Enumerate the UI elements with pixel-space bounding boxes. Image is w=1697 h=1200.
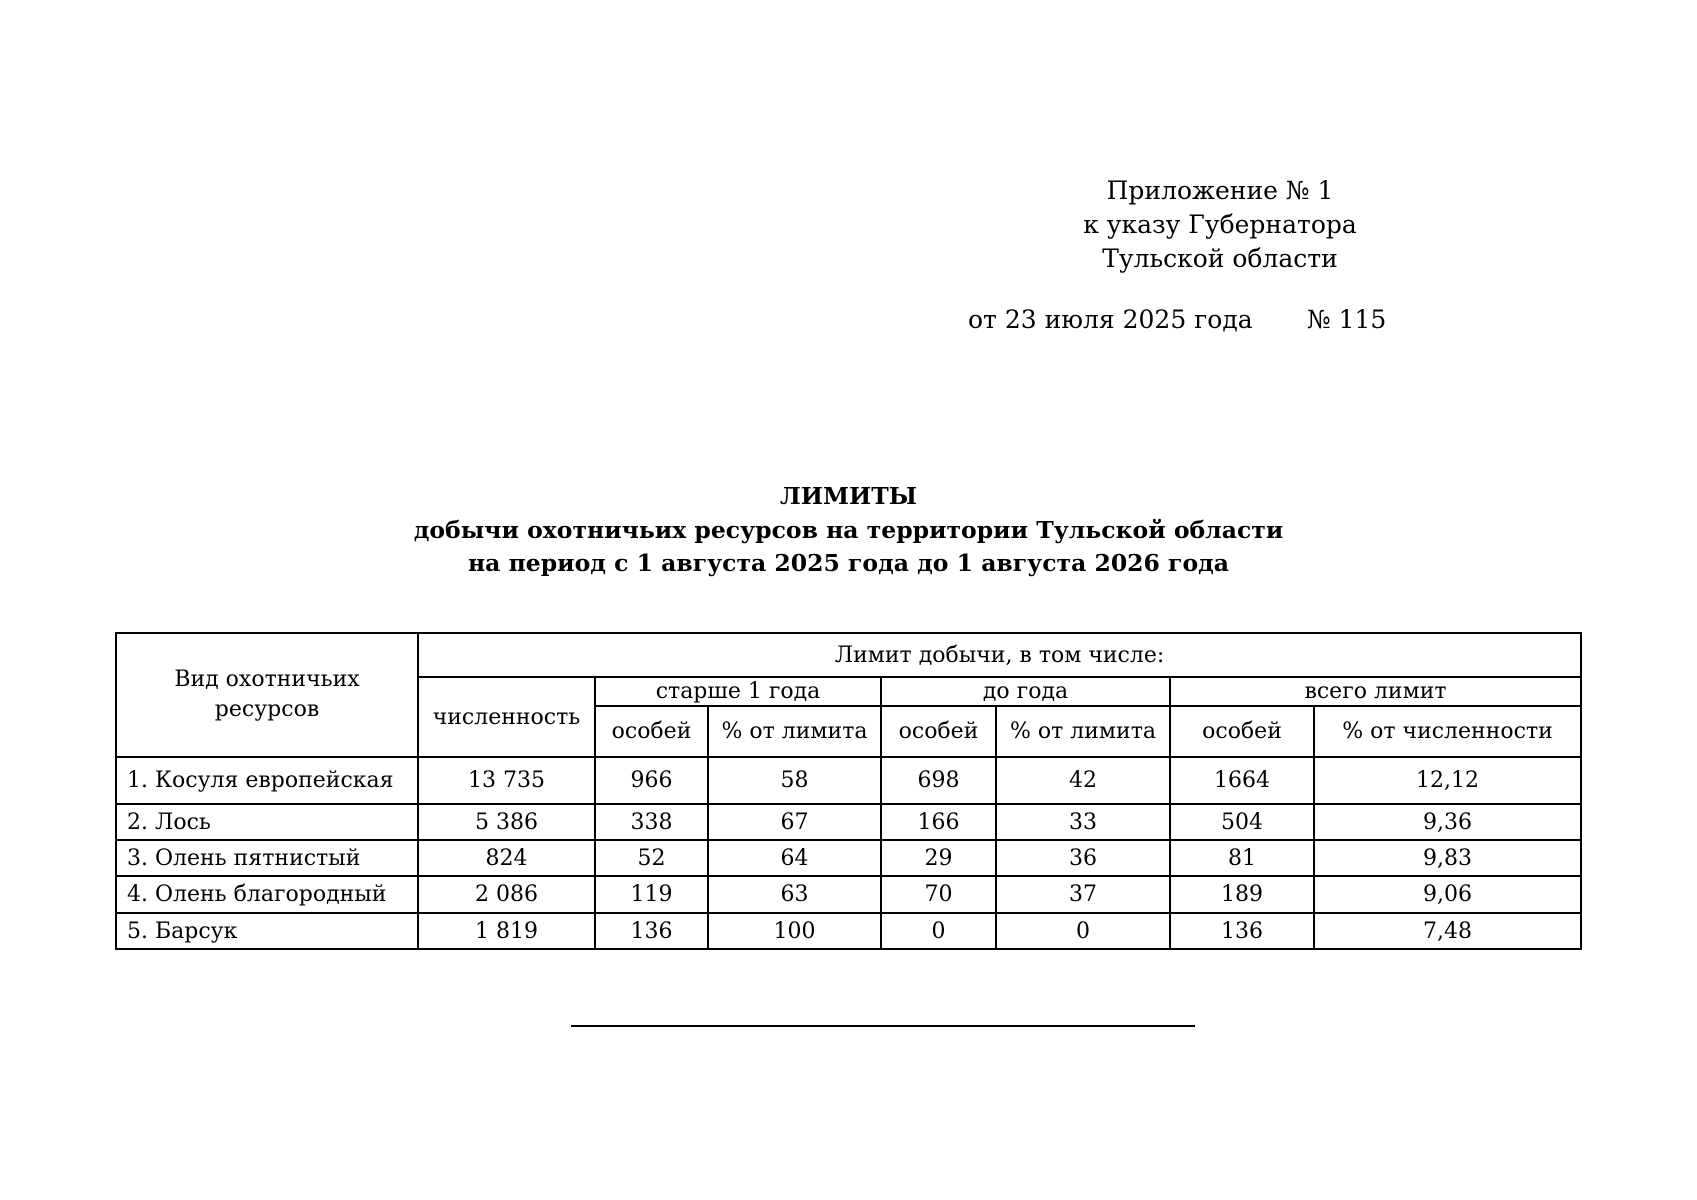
header-total-individuals: особей	[1170, 706, 1314, 757]
cell-population: 2 086	[418, 876, 595, 913]
cell-species: 4. Олень благородный	[116, 876, 418, 913]
table-row	[116, 913, 1581, 949]
cell-total-pct: 12,12	[1314, 757, 1581, 804]
table-row	[116, 757, 1581, 804]
cell-under-pct: 33	[996, 804, 1170, 840]
title-line-2: добычи охотничьих ресурсов на территории Тульской области	[413, 515, 1284, 544]
cell-over-individuals: 136	[595, 913, 708, 949]
cell-population: 824	[418, 840, 595, 876]
document-title	[0, 480, 1697, 581]
cell-under-individuals: 29	[881, 840, 996, 876]
cell-total-individuals: 189	[1170, 876, 1314, 913]
cell-total-pct: 7,48	[1314, 913, 1581, 949]
header-species: Вид охотничьих ресурсов	[116, 633, 418, 757]
cell-over-pct: 63	[708, 876, 881, 913]
cell-total-pct: 9,83	[1314, 840, 1581, 876]
header-under-pct: % от лимита	[996, 706, 1170, 757]
cell-species: 1. Косуля европейская	[116, 757, 418, 804]
cell-under-individuals: 0	[881, 913, 996, 949]
limits-table	[115, 632, 1582, 950]
cell-total-individuals: 81	[1170, 840, 1314, 876]
header-total-limit: всего лимит	[1170, 677, 1581, 706]
header-under-individuals: особей	[881, 706, 996, 757]
header-over-one-year: старше 1 года	[595, 677, 881, 706]
cell-total-individuals: 1664	[1170, 757, 1314, 804]
cell-over-individuals: 966	[595, 757, 708, 804]
cell-total-individuals: 504	[1170, 804, 1314, 840]
cell-over-individuals: 338	[595, 804, 708, 840]
header-population: численность	[418, 677, 595, 757]
title-line-3: на период с 1 августа 2025 года до 1 августа 2026 года	[467, 549, 1230, 577]
table-row	[116, 804, 1581, 840]
cell-under-individuals: 166	[881, 804, 996, 840]
cell-population: 5 386	[418, 804, 595, 840]
cell-under-pct: 36	[996, 840, 1170, 876]
table-row	[116, 876, 1581, 913]
table-row	[116, 840, 1581, 876]
cell-over-pct: 67	[708, 804, 881, 840]
cell-total-individuals: 136	[1170, 913, 1314, 949]
appendix-header	[1080, 174, 1360, 276]
cell-population: 13 735	[418, 757, 595, 804]
cell-species: 5. Барсук	[116, 913, 418, 949]
cell-over-individuals: 52	[595, 840, 708, 876]
cell-over-individuals: 119	[595, 876, 708, 913]
cell-over-pct: 64	[708, 840, 881, 876]
cell-over-pct: 58	[708, 757, 881, 804]
cell-under-individuals: 70	[881, 876, 996, 913]
appendix-line-3: Тульской области	[1102, 244, 1338, 273]
header-row-1	[116, 633, 1581, 677]
cell-under-individuals: 698	[881, 757, 996, 804]
header-over-individuals: особей	[595, 706, 708, 757]
cell-under-pct: 37	[996, 876, 1170, 913]
header-under-one-year: до года	[881, 677, 1170, 706]
cell-under-pct: 0	[996, 913, 1170, 949]
decree-date: от 23 июля 2025 года	[968, 305, 1253, 334]
appendix-line-1: Приложение № 1	[1106, 176, 1334, 205]
cell-population: 1 819	[418, 913, 595, 949]
decree-number: № 115	[1307, 305, 1387, 334]
cell-total-pct: 9,36	[1314, 804, 1581, 840]
header-total-pct: % от численности	[1314, 706, 1581, 757]
cell-total-pct: 9,06	[1314, 876, 1581, 913]
header-limit-group: Лимит добычи, в том числе:	[418, 633, 1581, 677]
cell-species: 2. Лось	[116, 804, 418, 840]
appendix-line-2: к указу Губернатора	[1083, 210, 1357, 239]
cell-over-pct: 100	[708, 913, 881, 949]
header-over-pct: % от лимита	[708, 706, 881, 757]
title-line-1: ЛИМИТЫ	[780, 482, 917, 510]
cell-species: 3. Олень пятнистый	[116, 840, 418, 876]
cell-under-pct: 42	[996, 757, 1170, 804]
closing-divider-line	[571, 1025, 1195, 1027]
